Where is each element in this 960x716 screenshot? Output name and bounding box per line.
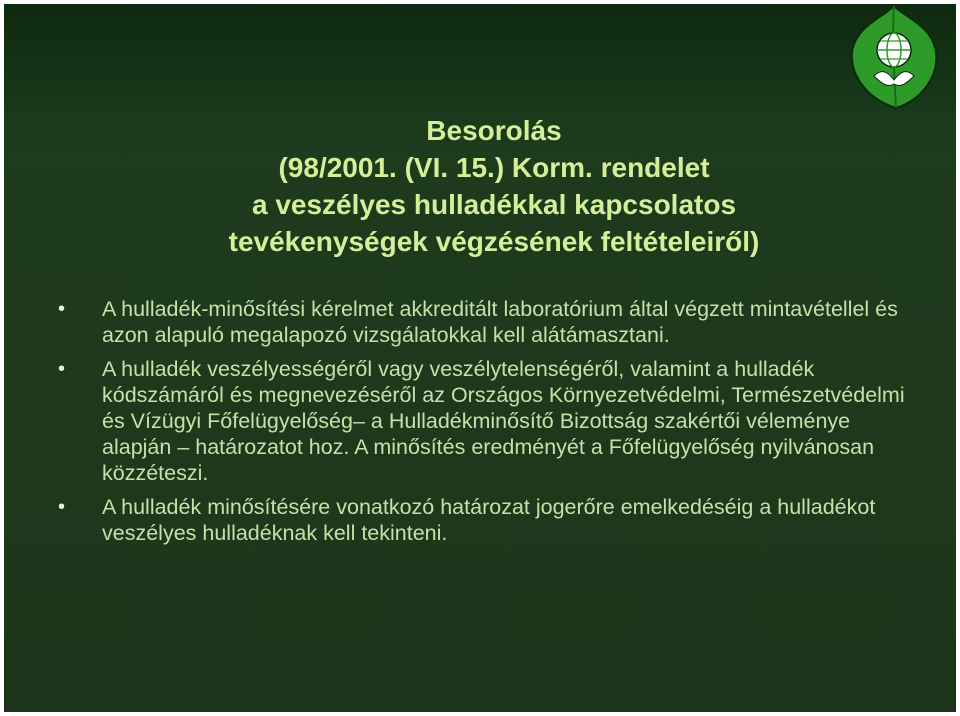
- bullet-dot-icon: •: [58, 496, 66, 518]
- title-line-2: (98/2001. (VI. 15.) Korm. rendelet: [278, 152, 710, 183]
- bullet-item-3: [56, 494, 916, 546]
- title-line-3: a veszélyes hulladékkal kapcsolatos: [251, 189, 737, 220]
- bullet-dot-icon: •: [58, 298, 66, 320]
- title-line-1: Besorolás: [426, 115, 562, 146]
- bullet-dot-icon: •: [58, 358, 66, 380]
- bullet-text-1: A hulladék-minősítési kérelmet akkreditált laboratórium által végzett mintavétellel és azon alapuló megalapozó vizsgálatokkal kell alátámasztani.: [102, 297, 898, 347]
- title-line-4: tevékenységek végzésének feltételeiről): [228, 226, 760, 257]
- bullet-item-2: [56, 356, 916, 486]
- slide-title: [104, 112, 884, 260]
- bullet-item-1: [56, 296, 916, 348]
- slide: [4, 4, 956, 712]
- bullet-text-2: A hulladék veszélyességéről vagy veszélytelenségéről, valamint a hulladék kódszámáról és megnevezéséről az Országos Környezetvédelmi, Természetvédelmi és Vízügyi Főfelügyelőség– a Hulladékminősítő Bizottság szakértői véleménye alapján – határozatot hoz. A minősítés eredményét a Főfelügyelőség nyilvánosan közzéteszi.: [102, 357, 905, 485]
- bullet-text-3: A hulladék minősítésére vonatkozó határozat jogerőre emelkedéséig a hulladékot veszélyes hulladéknak kell tekinteni.: [102, 495, 876, 545]
- leaf-globe-logo-icon: [844, 4, 944, 112]
- bullet-list: [56, 296, 916, 554]
- header-band: [4, 4, 956, 122]
